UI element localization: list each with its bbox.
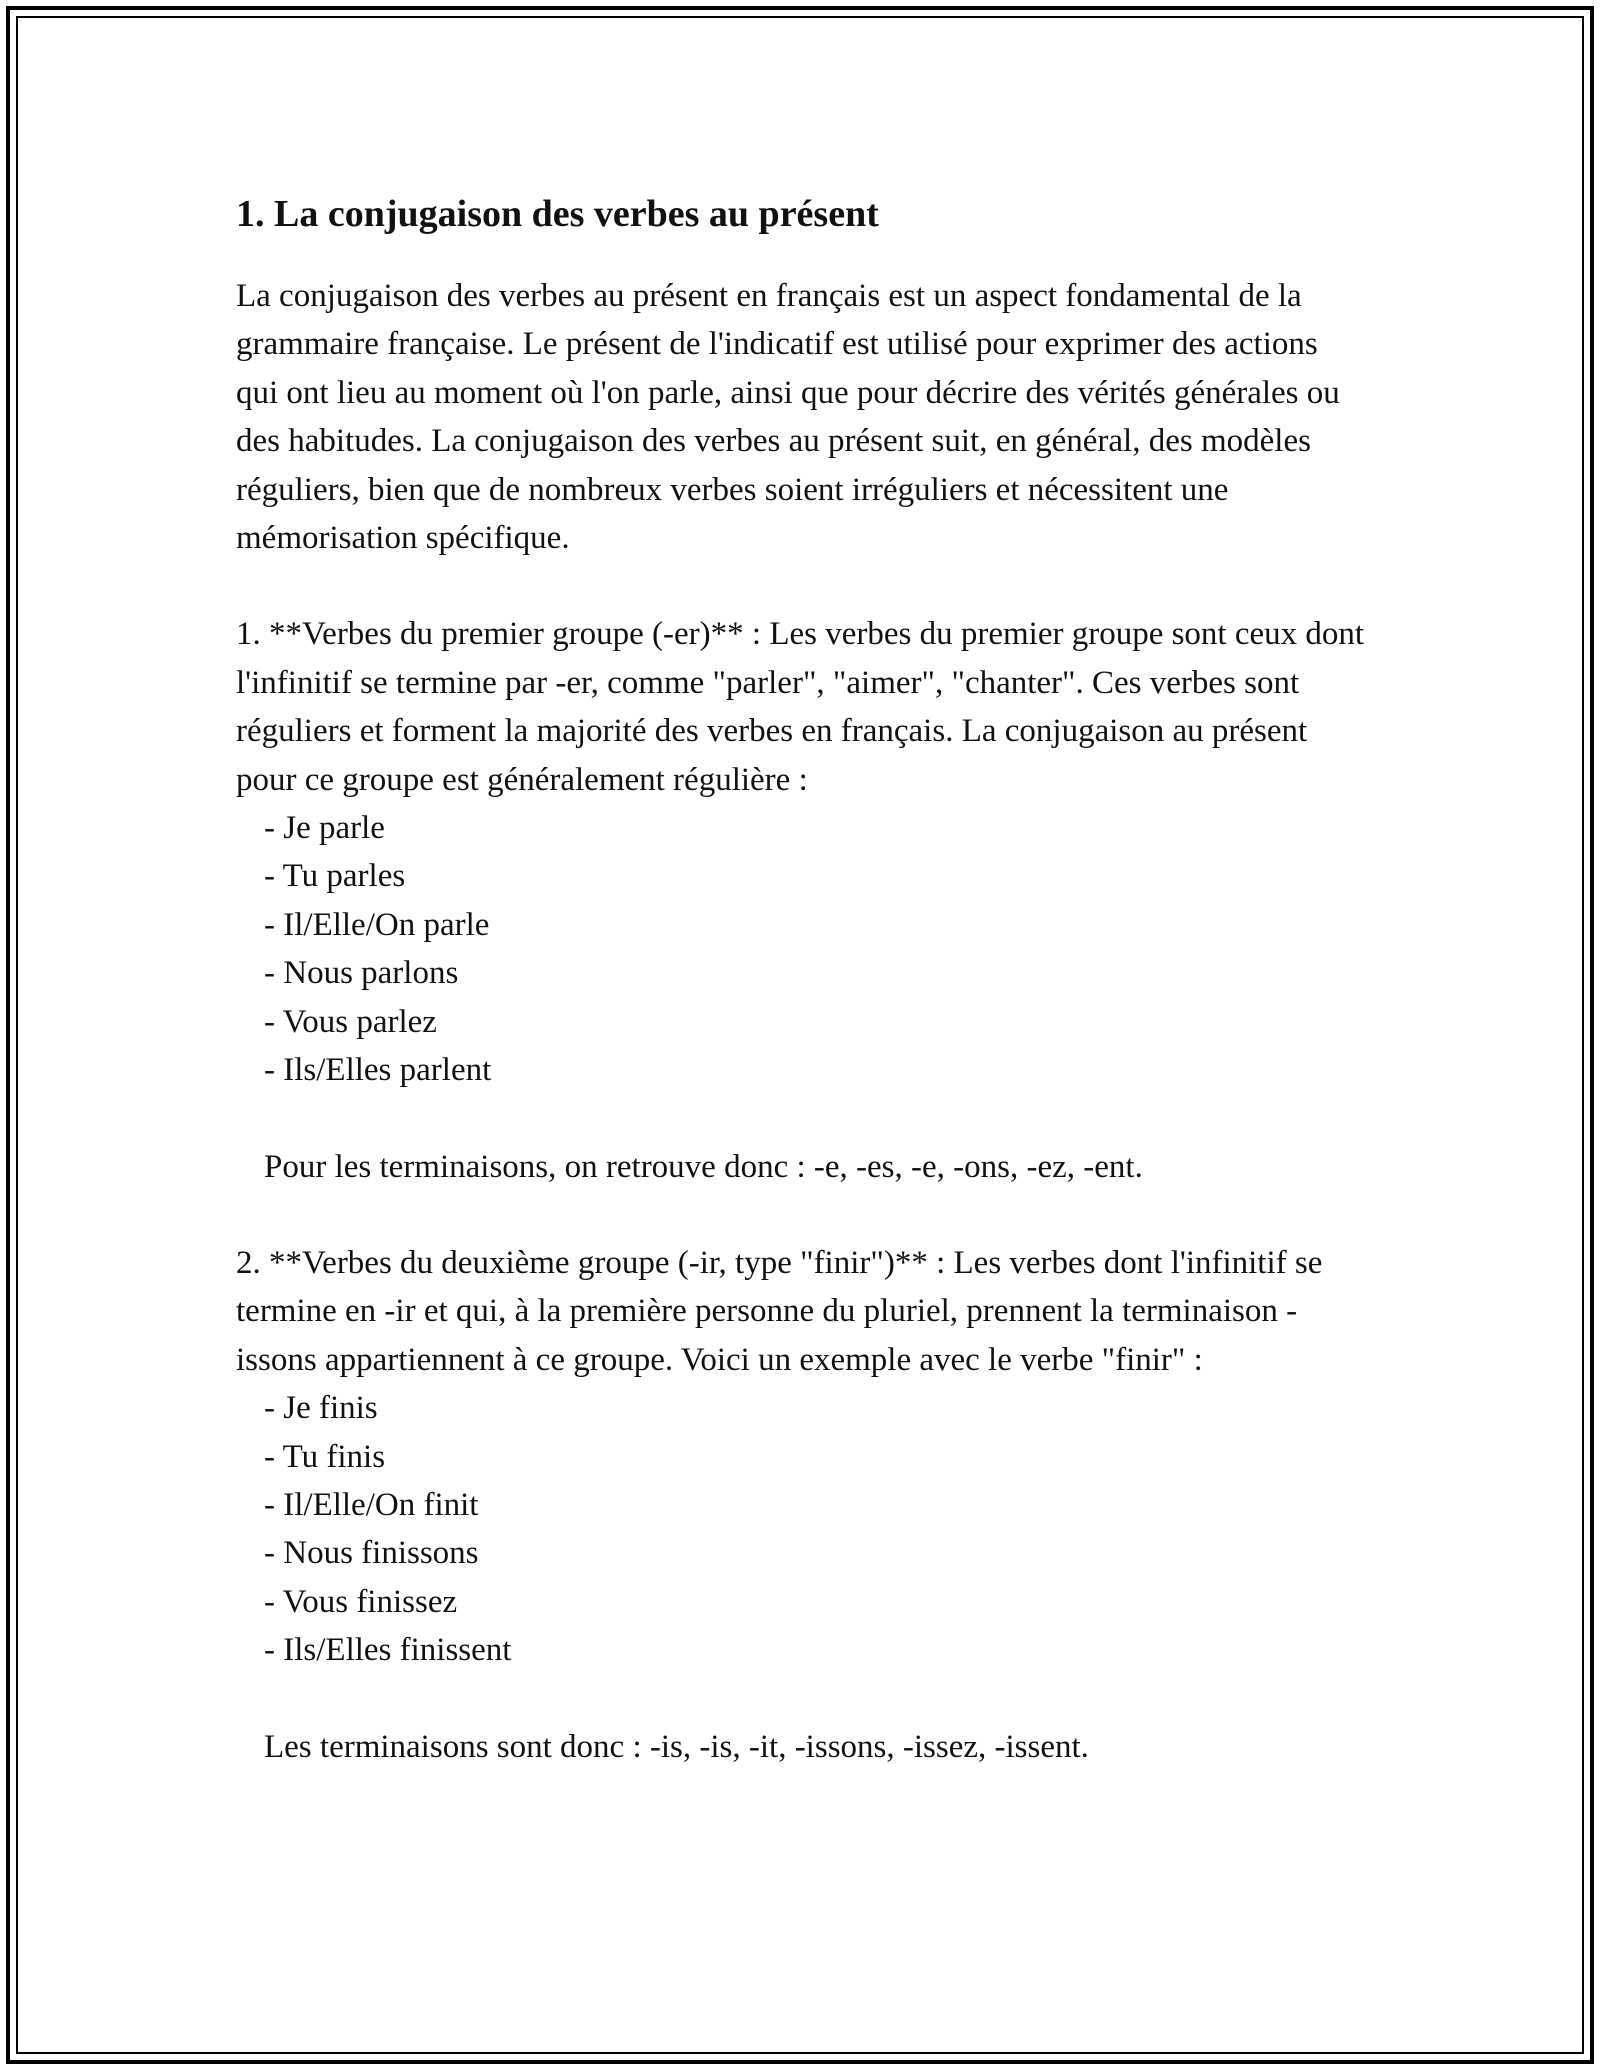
group2-endings: Les terminaisons sont donc : -is, -is, -it, -issons, -issez, -issent. <box>264 1728 1089 1765</box>
section-title: 1. La conjugaison des verbes au présent <box>236 193 879 235</box>
spacer <box>236 1191 1366 1239</box>
group2-paragraph: 2. **Verbes du deuxième groupe (-ir, type "finir")** : Les verbes dont l'infinitif se termine en -ir et qui, à la première personne du pluriel, prennent la terminaison -issons appartiennent à ce groupe. Voici un exemple avec le verbe "finir" : <box>236 1244 1323 1378</box>
group2-form: - Ils/Elles finissent <box>264 1632 512 1669</box>
group1-endings: Pour les terminaisons, on retrouve donc : -e, -es, -e, -ons, -ez, -ent. <box>264 1148 1143 1185</box>
group2-form: - Il/Elle/On finit <box>264 1486 479 1523</box>
group2-form: - Je finis <box>264 1390 378 1427</box>
group2-form: - Vous finissez <box>264 1583 458 1620</box>
group1-form: - Je parle <box>264 810 385 847</box>
group2-form: - Nous finissons <box>264 1535 479 1572</box>
spacer <box>236 1675 1366 1723</box>
intro-paragraph: La conjugaison des verbes au présent en français est un aspect fondamental de la grammaire française. Le présent de l'indicatif est utilisé pour exprimer des actions qui ont lieu au moment où l'on parle, ainsi que pour décrire des vérités générales ou des habitudes. La conjugaison des verbes au présent suit, en général, des modèles réguliers, bien que de nombreux verbes soient irréguliers et nécessitent une mémorisation spécifique. <box>236 278 1340 557</box>
group1-form: - Nous parlons <box>264 955 459 992</box>
group1-form: - Tu parles <box>264 858 406 895</box>
group1-form: - Ils/Elles parlent <box>264 1052 492 1089</box>
group2-form: - Tu finis <box>264 1438 386 1475</box>
group1-form: - Vous parlez <box>264 1003 437 1040</box>
group1-form: - Il/Elle/On parle <box>264 906 490 943</box>
document-body <box>236 184 1366 1771</box>
spacer <box>236 1095 1366 1143</box>
group1-paragraph: 1. **Verbes du premier groupe (-er)** : Les verbes du premier groupe sont ceux dont l'infinitif se termine par -er, comme "parler", "aimer", "chanter". Ces verbes sont réguliers et forment la majorité des verbes en français. La conjugaison au présent pour ce groupe est généralement régulière : <box>236 616 1365 798</box>
